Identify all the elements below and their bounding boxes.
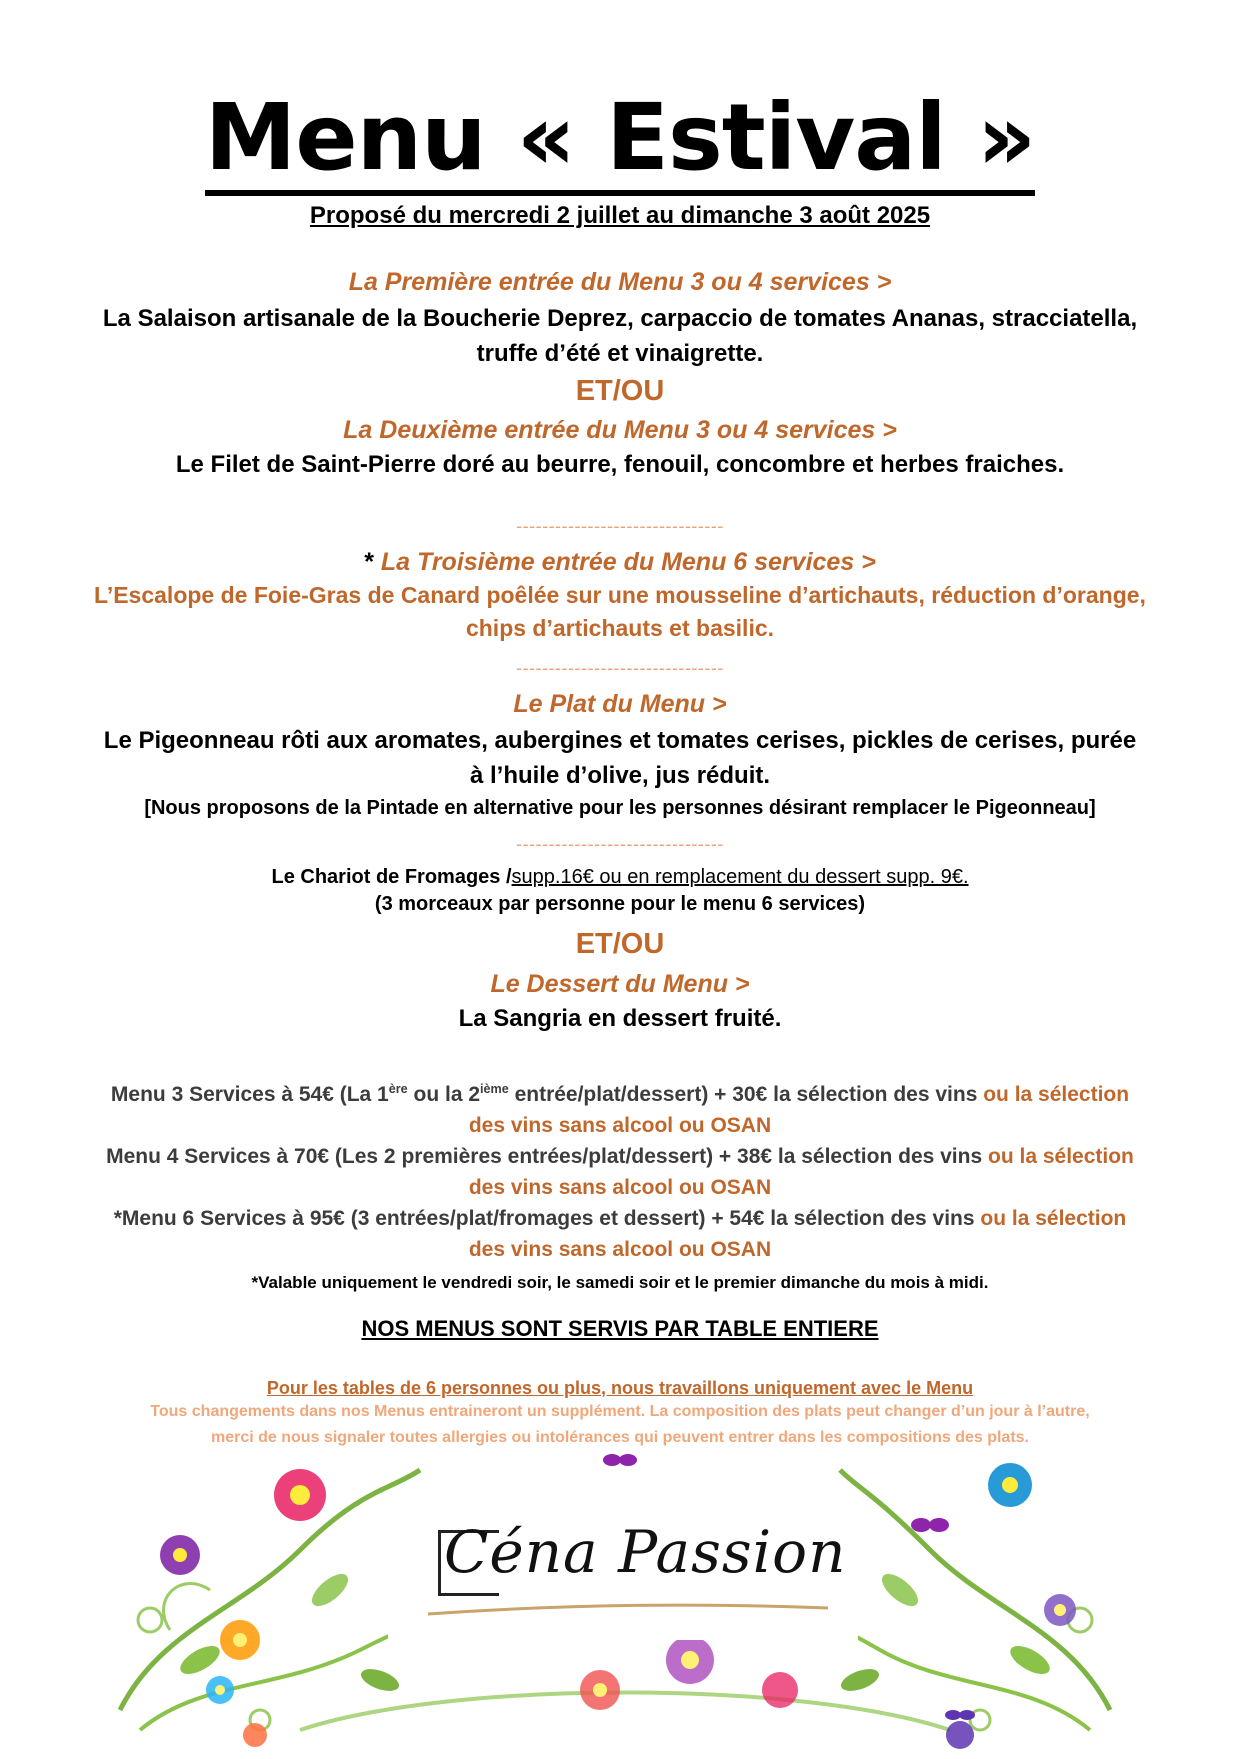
starter-3-dish-line1: L’Escalope de Foie-Gras de Canard poêlée sur une mousseline d’artichauts, réduction d’orange,: [94, 582, 1146, 608]
price-menu-6-text: *Menu 6 Services à 95€ (3 entrées/plat/fromages et dessert) + 54€ la sélection des vins: [113, 1207, 981, 1230]
main-course-dish-line1: Le Pigeonneau rôti aux aromates, aubergines et tomates cerises, pickles de cerises, purée: [103, 727, 1137, 754]
menu-title: Menu « Estival »: [205, 92, 1036, 196]
cheese-supplement: supp.16€ ou en remplacement du dessert supp. 9€.: [511, 866, 969, 888]
logo-text: Céna Passion: [444, 1518, 847, 1586]
dessert-course: [60, 970, 1180, 1036]
starter-2-dish: Le Filet de Saint-Pierre doré au beurre, fenouil, concombre et herbes fraiches.: [175, 451, 1065, 478]
starter-2: [60, 416, 1180, 482]
prices: [60, 1074, 1180, 1298]
logo-swoosh-icon: [428, 1600, 828, 1620]
menu-title-wrap: [0, 84, 1240, 196]
price-menu-3: [60, 1074, 1180, 1110]
cheese-note: (3 morceaux par personne pour le menu 6 services): [374, 893, 866, 915]
price-menu-6-alt-b: des vins sans alcool ou OSAN: [468, 1238, 772, 1261]
main-course-note: [Nous proposons de la Pintade en alternative pour les personnes désirant remplacer le Pigeonneau]: [144, 797, 1096, 819]
main-course-dish-line2: à l’huile d’olive, jus réduit.: [469, 762, 771, 789]
separator-3: --------------------------------: [516, 834, 724, 854]
price-menu-4: [60, 1141, 1180, 1172]
menu-dates: Proposé du mercredi 2 juillet au dimanche 3 août 2025: [309, 202, 931, 229]
starter-1: [60, 268, 1180, 371]
et-ou-2: ET/OU: [575, 928, 665, 960]
main-course: [60, 690, 1180, 820]
dessert-label: Le Dessert du Menu >: [490, 970, 750, 998]
logo: [388, 1500, 858, 1640]
price-menu-3-sup-2: ième: [480, 1082, 509, 1096]
starter-1-dish-line2: truffe d’été et vinaigrette.: [476, 340, 764, 367]
et-ou-1: ET/OU: [575, 375, 665, 407]
separator-1: --------------------------------: [516, 516, 724, 536]
price-menu-3-text-c: entrée/plat/dessert) + 30€ la sélection des vins: [508, 1083, 984, 1106]
price-menu-4-alt-a: ou la sélection: [988, 1145, 1134, 1168]
price-menu-3-alt-b: des vins sans alcool ou OSAN: [468, 1114, 772, 1137]
starter-3: [60, 548, 1180, 645]
price-validity: *Valable uniquement le vendredi soir, le samedi soir et le premier dimanche du mois à midi.: [251, 1273, 989, 1292]
starter-2-label: La Deuxième entrée du Menu 3 ou 4 services >: [343, 416, 897, 444]
main-course-label: Le Plat du Menu >: [513, 690, 727, 718]
starter-3-label: La Troisième entrée du Menu 6 services >: [380, 548, 876, 576]
floral-garland: [0, 1430, 1240, 1754]
footer-note-1: Tous changements dans nos Menus entraineront un supplément. La composition des plats peut changer d’un jour à l’autre,: [150, 1403, 1090, 1420]
price-menu-3-text-b: ou la 2: [407, 1083, 481, 1106]
starter-3-prefix: *: [364, 548, 381, 576]
price-menu-3-alt-a: ou la sélection: [983, 1083, 1130, 1106]
price-menu-4-alt-b: des vins sans alcool ou OSAN: [468, 1176, 772, 1199]
footer-link: Pour les tables de 6 personnes ou plus, nous travaillons uniquement avec le Menu: [266, 1378, 974, 1398]
price-menu-3-sup-1: ère: [388, 1082, 408, 1096]
starter-1-label: La Première entrée du Menu 3 ou 4 services >: [348, 268, 892, 296]
price-menu-3-text-a: Menu 3 Services à 54€ (La 1: [110, 1083, 389, 1106]
cheese-text: Le Chariot de Fromages /: [271, 866, 512, 888]
starter-3-dish-line2: chips d’artichauts et basilic.: [465, 615, 775, 641]
dessert-dish: La Sangria en dessert fruité.: [458, 1005, 782, 1032]
price-menu-6: [60, 1203, 1180, 1234]
cheese-course: [60, 866, 1180, 916]
starter-1-dish-line1: La Salaison artisanale de la Boucherie Deprez, carpaccio de tomates Ananas, stracciatella,: [102, 305, 1138, 332]
price-menu-6-alt-a: ou la sélection: [980, 1207, 1127, 1230]
footer-note-2: merci de nous signaler toutes allergies ou intolérances qui peuvent entrer dans les compositions des plats.: [211, 1429, 1029, 1446]
price-menu-4-text: Menu 4 Services à 70€ (Les 2 premières entrées/plat/dessert) + 38€ la sélection des vins: [106, 1145, 988, 1168]
policy-heading: NOS MENUS SONT SERVIS PAR TABLE ENTIERE: [361, 1316, 879, 1341]
separator-2: --------------------------------: [516, 658, 724, 678]
